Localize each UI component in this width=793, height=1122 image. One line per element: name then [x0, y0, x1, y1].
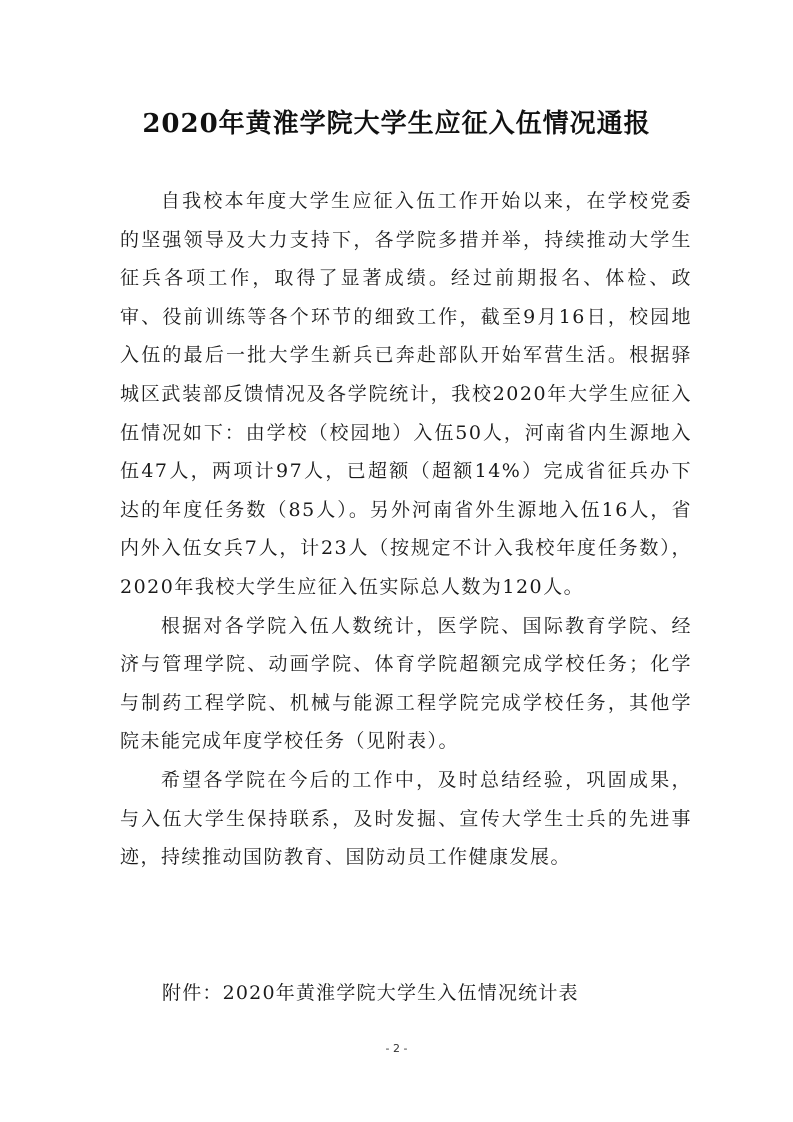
- document-title: 2020年黄淮学院大学生应征入伍情况通报: [142, 109, 651, 139]
- document-body: [120, 182, 692, 877]
- page-number: - 2 -: [385, 1042, 408, 1055]
- attachment-note: 附件：2020年黄淮学院大学生入伍情况统计表: [162, 982, 579, 1004]
- paragraph-enlistment-summary: 自我校本年度大学生应征入伍工作开始以来，在学校党委的坚强领导及大力支持下，各学院多措并举，持续推动大学生征兵各项工作，取得了显著成绩。经过前期报名、体检、政审、役前训练等各个环节的细致工作，截至9月16日，校园地入伍的最后一批大学生新兵已奔赴部队开始军营生活。根据驿城区武装部反馈情况及各学院统计，我校2020年大学生应征入伍情况如下：由学校（校园地）入伍50人，河南省内生源地入伍47人，两项计97人，已超额（超额14%）完成省征兵办下达的年度任务数（85人）。另外河南省外生源地入伍16人，省内外入伍女兵7人，计23人（按规定不计入我校年度任务数），2020年我校大学生应征入伍实际总人数为120人。: [120, 190, 692, 598]
- paragraph-expectations: 希望各学院在今后的工作中，及时总结经验，巩固成果，与入伍大学生保持联系，及时发掘、宣传大学生士兵的先进事迹，持续推动国防教育、国防动员工作健康发展。: [120, 768, 692, 869]
- paragraph-college-statistics: 根据对各学院入伍人数统计，医学院、国际教育学院、经济与管理学院、动画学院、体育学院超额完成学校任务；化学与制药工程学院、机械与能源工程学院完成学校任务，其他学院未能完成年度学校任务（见附表）。: [120, 614, 692, 753]
